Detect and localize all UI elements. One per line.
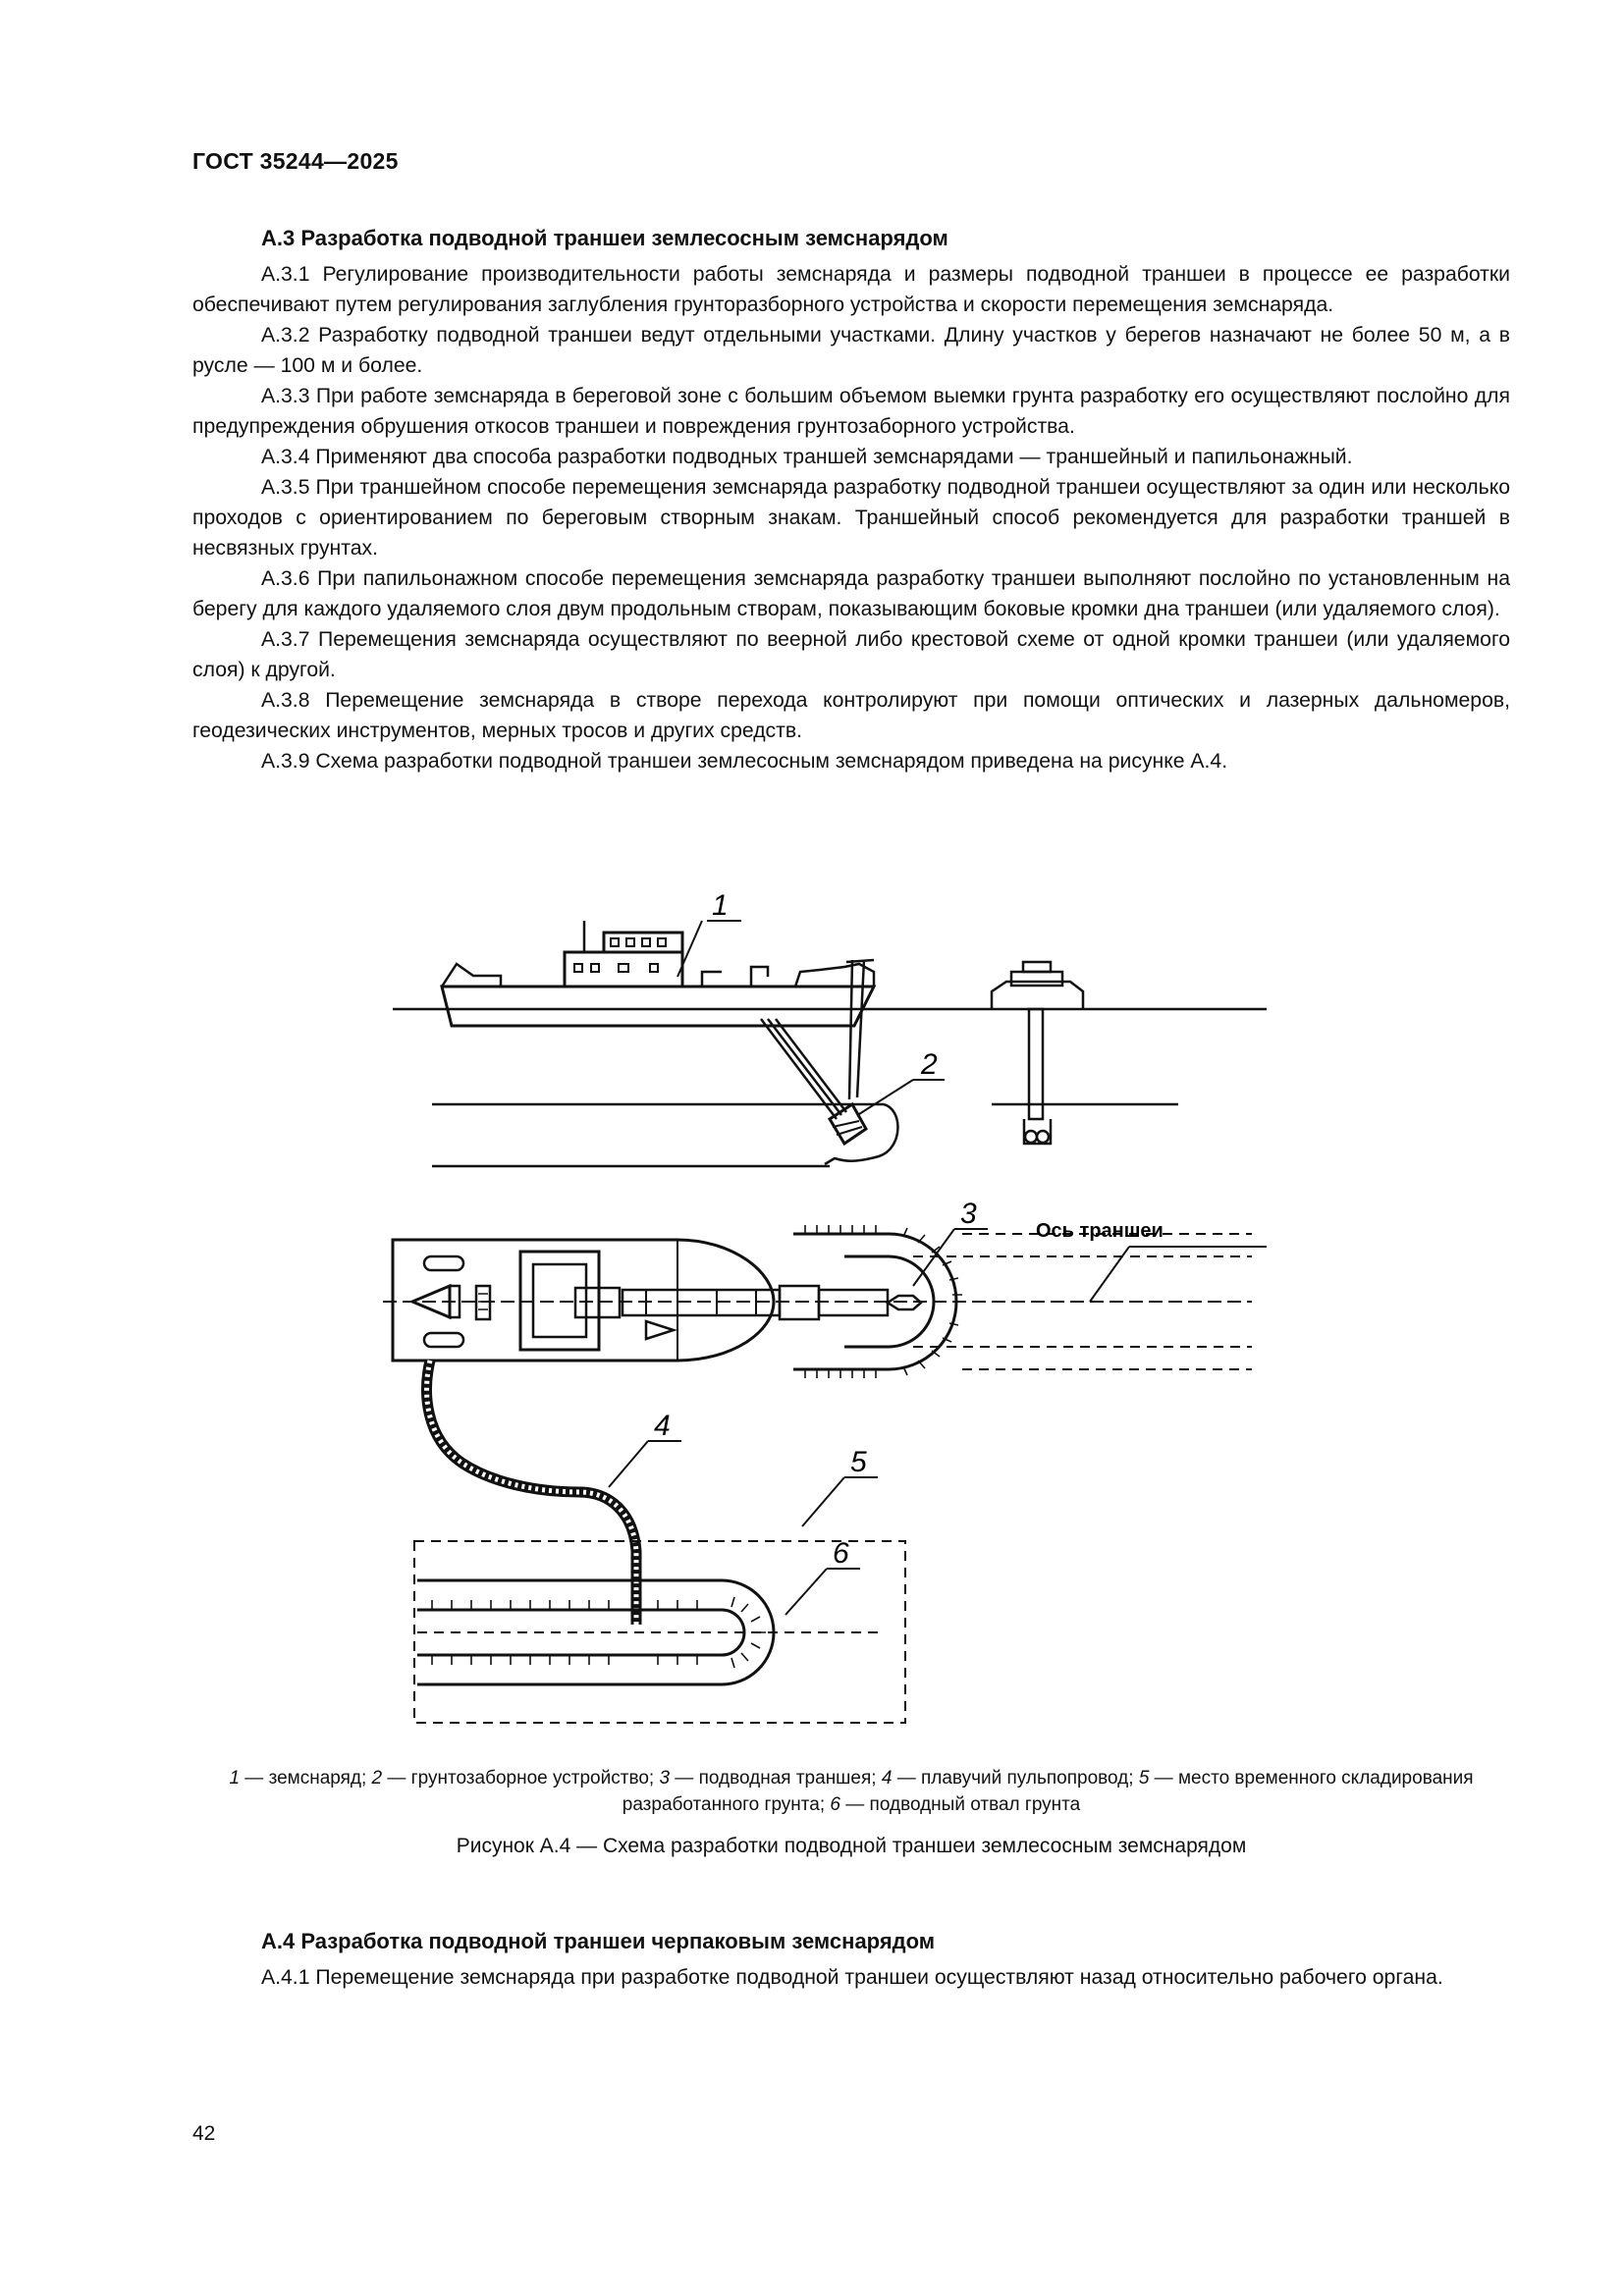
page-number: 42 <box>192 2122 216 2145</box>
trench-edge-lines <box>383 1234 1252 1369</box>
legend-text-6: — подводный отвал грунта <box>839 1794 1081 1815</box>
paragraph-a3-8: А.3.8 Перемещение земснаряда в створе перехода контролируют при помощи оптических и лазерных дальномеров, геодезических инструментов, мерных тросов и других средств. <box>192 689 1510 742</box>
paragraph-a3-3: А.3.3 При работе земснаряда в береговой зоне с большим объемом выемки грунта разработку его осуществляют послойно для предупреждения обрушения откосов траншеи и повреждения грунтозаборного устройства. <box>192 385 1510 438</box>
paragraph-a4-1: А.4.1 Перемещение земснаряда при разработке подводной траншеи осуществляют назад относительно рабочего органа. <box>261 1966 1443 1989</box>
label-2: 2 <box>921 1048 938 1081</box>
section-a3-title: А.3 Разработка подводной траншеи землесосным земснарядом <box>261 226 948 250</box>
label-6: 6 <box>833 1537 849 1570</box>
label-4: 4 <box>654 1410 671 1442</box>
label-1: 1 <box>712 889 729 922</box>
legend-num-6: 6 <box>830 1794 840 1815</box>
trench-axis-label: Ось траншеи <box>1036 1220 1164 1242</box>
paragraph-a3-1: А.3.1 Регулирование производительности работы земснаряда и размеры подводной траншеи в процессе ее разработки обеспечивают путем регулирования заглубления грунторазборного устройства и скорости перемещения земснаряда. <box>192 263 1510 316</box>
dredger-hull-side <box>442 987 874 1026</box>
legend-text-3: — подводная траншея; <box>670 1768 882 1789</box>
dredging-scheme-svg <box>383 874 1267 1757</box>
label-5: 5 <box>850 1446 867 1478</box>
dredger-side-view <box>393 921 1267 1144</box>
figure-legend <box>192 1765 1510 1818</box>
paragraph-a3-5: А.3.5 При траншейном способе перемещения земснаряда разработку подводной траншеи осуществляют за один или несколько проходов с ориентированием по береговым створным знакам. Траншейный способ рекомендуется для разработки траншей в несвязных грунтах. <box>192 476 1510 560</box>
label-3: 3 <box>960 1198 977 1230</box>
dredger-plan-view <box>393 1240 921 1361</box>
legend-num-4: 4 <box>881 1768 893 1789</box>
section-a3 <box>192 224 1510 776</box>
dredger-stern-side <box>442 964 501 987</box>
legend-text-2: — грунтозаборное устройство; <box>382 1768 660 1789</box>
legend-num-1: 1 <box>229 1768 241 1789</box>
figure-title: Рисунок А.4 — Схема разработки подводной траншеи землесосным земснарядом <box>456 1835 1247 1857</box>
paragraph-a3-4: А.3.4 Применяют два способа разработки подводных траншей земснарядами — траншейный и папильонажный. <box>261 446 1353 468</box>
trench-profile <box>432 1104 1178 1166</box>
paragraph-a3-9: А.3.9 Схема разработки подводной траншеи землесосным земснарядом приведена на рисунке А.4. <box>261 750 1228 773</box>
paragraph-a3-2: А.3.2 Разработку подводной траншеи ведут отдельными участками. Длину участков у берегов назначают не более 50 м, а в русле — 100 м и более. <box>192 324 1510 377</box>
dredger-front-view <box>992 962 1083 1144</box>
section-a4-title: А.4 Разработка подводной траншеи черпаковым земснарядом <box>261 1929 936 1953</box>
paragraph-a3-6: А.3.6 При папильонажном способе перемещения земснаряда разработку траншеи выполняют послойно по установленным на берегу для каждого удаляемого слоя двум продольным створам, показывающим боковые кромки дна траншеи (или удаляемого слоя). <box>192 567 1510 620</box>
paragraph-a3-7: А.3.7 Перемещения земснаряда осуществляют по веерной либо крестовой схеме от одной кромки траншеи (или удаляемого слоя) к другой. <box>192 628 1510 681</box>
legend-num-3: 3 <box>659 1768 671 1789</box>
legend-text-4: — плавучий пульпопровод; <box>892 1768 1139 1789</box>
legend-num-5: 5 <box>1138 1768 1150 1789</box>
legend-text-5: — место временного складирования разработанного грунта; <box>622 1768 1474 1815</box>
legend-num-2: 2 <box>371 1768 383 1789</box>
spoil-dump-plan <box>417 1580 879 1684</box>
floating-pipeline <box>427 1361 636 1625</box>
section-a4 <box>192 1927 1510 1993</box>
figure-a4-diagram <box>383 874 1267 1757</box>
document-code-header: ГОСТ 35244—2025 <box>192 148 399 174</box>
legend-text-1: — земснаряд; <box>240 1768 372 1789</box>
